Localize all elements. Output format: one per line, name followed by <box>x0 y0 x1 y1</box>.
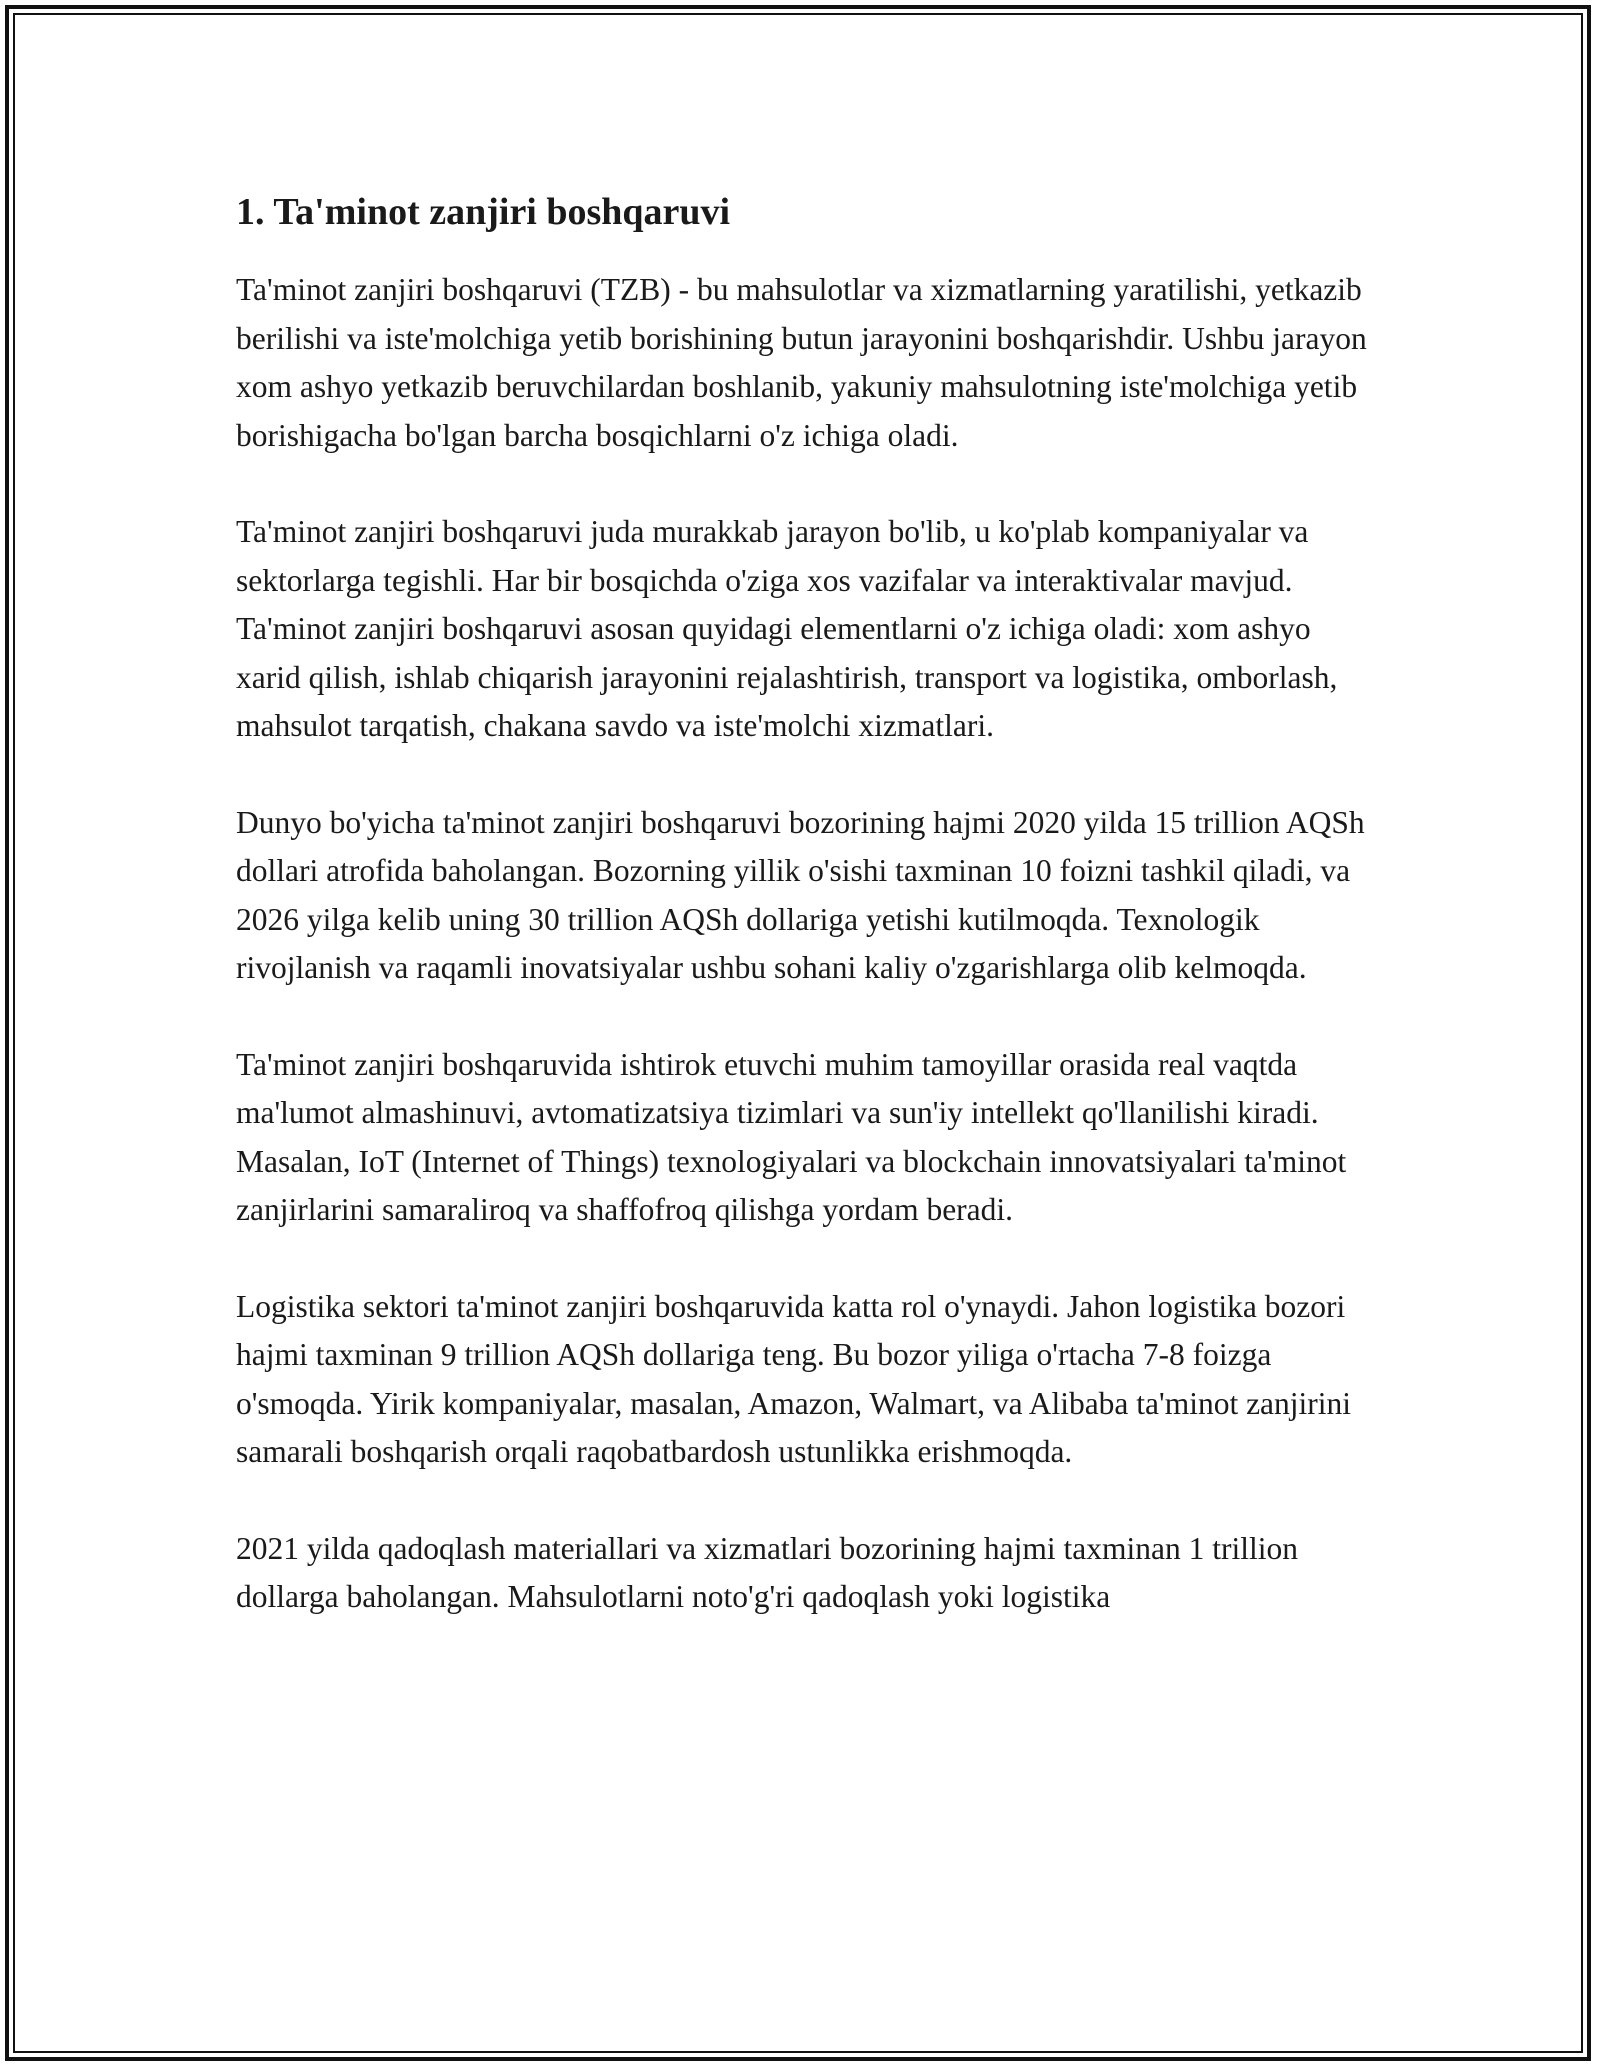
paragraph-1: Ta'minot zanjiri boshqaruvi (TZB) - bu mahsulotlar va xizmatlarning yaratilishi, yetkazib berilishi va iste'molchiga yetib borishining butun jarayonini boshqarishdir. Ushbu jarayon xom ashyo yetkazib beruvchilardan boshlanib, yakuniy mahsulotning iste'molchiga yetib borishigacha bo'lgan barcha bosqichlarni o'z ichiga oladi. <box>236 272 1367 453</box>
paragraph-3: Dunyo bo'yicha ta'minot zanjiri boshqaruvi bozorining hajmi 2020 yilda 15 trillion AQSh dollari atrofida baholangan. Bozorning yillik o'sishi taxminan 10 foizni tashkil qiladi, va 2026 yilga kelib uning 30 trillion AQSh dollariga yetishi kutilmoqda. Texnologik rivojlanish va raqamli inovatsiyalar ushbu sohani kaliy o'zgarishlarga olib kelmoqda. <box>236 804 1365 985</box>
paragraph-2: Ta'minot zanjiri boshqaruvi juda murakkab jarayon bo'lib, u ko'plab kompaniyalar va sektorlarga tegishli. Har bir bosqichda o'ziga xos vazifalar va interaktivalar mavjud. Ta'minot zanjiri boshqaruvi asosan quyidagi elementlarni o'z ichiga oladi: xom ashyo xarid qilish, ishlab chiqarish jarayonini rejalashtirish, transport va logistika, omborlash, mahsulot tarqatish, chakana savdo va iste'molchi xizmatlari. <box>236 514 1338 743</box>
paragraph-6: 2021 yilda qadoqlash materiallari va xizmatlari bozorining hajmi taxminan 1 trillion dollarga baholangan. Mahsulotlarni noto'g'ri qadoqlash yoki logistika <box>236 1530 1298 1614</box>
document-body <box>236 188 1376 1670</box>
paragraph-5: Logistika sektori ta'minot zanjiri boshqaruvida katta rol o'ynaydi. Jahon logistika bozori hajmi taxminan 9 trillion AQSh dollariga teng. Bu bozor yiliga o'rtacha 7-8 foizga o'smoqda. Yirik kompaniyalar, masalan, Amazon, Walmart, va Alibaba ta'minot zanjirini samarali boshqarish orqali raqobatbardosh ustunlikka erishmoqda. <box>236 1288 1352 1469</box>
section-heading: 1. Ta'minot zanjiri boshqaruvi <box>236 191 731 233</box>
paragraph-4: Ta'minot zanjiri boshqaruvida ishtirok etuvchi muhim tamoyillar orasida real vaqtda ma'lumot almashinuvi, avtomatizatsiya tizimlari va sun'iy intellekt qo'llanilishi kiradi. Masalan, IoT (Internet of Things) texnologiyalari va blockchain innovatsiyalari ta'minot zanjirlarini samaraliroq va shaffofroq qilishga yordam beradi. <box>236 1046 1347 1227</box>
